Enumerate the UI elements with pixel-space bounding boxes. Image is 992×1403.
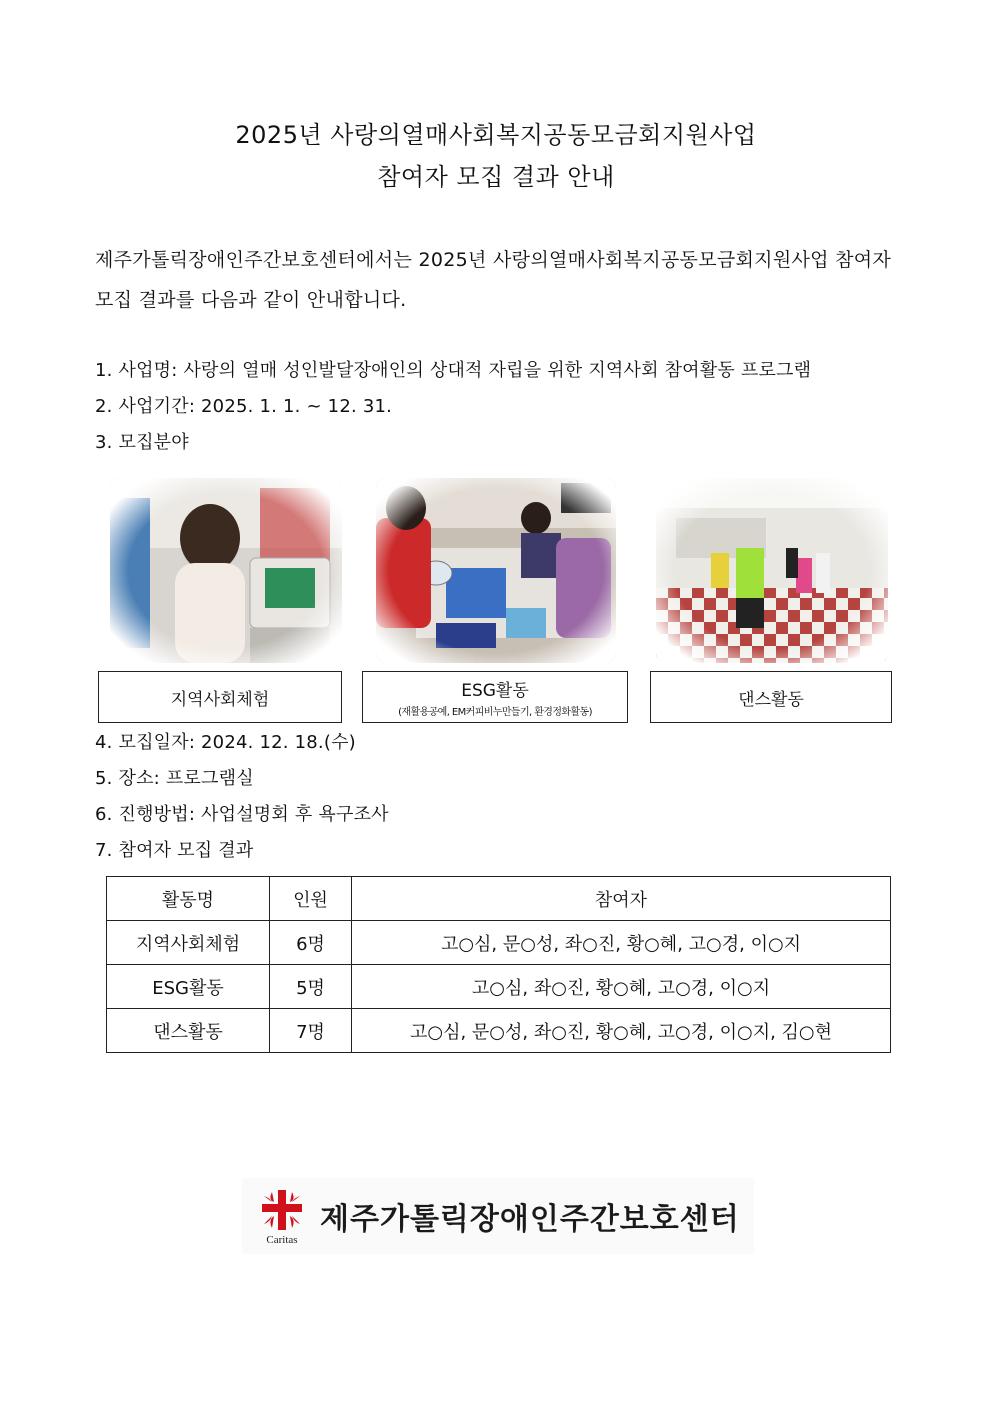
item-program-name: 1. 사업명: 사랑의 열매 성인발달장애인의 상대적 자립을 위한 지역사회 참여활동 프로그램	[95, 360, 812, 381]
item-program-period: 2. 사업기간: 2025. 1. 1. ~ 12. 31.	[95, 396, 393, 417]
table-row	[107, 921, 891, 965]
photo-community-experience	[110, 478, 342, 663]
caption-esg-label: ESG활동	[461, 681, 529, 701]
caption-dance-activity	[650, 671, 892, 723]
table-cell-count: 6명	[270, 921, 352, 965]
table-cell-activity: 댄스활동	[107, 1009, 270, 1053]
caritas-logo	[252, 1186, 312, 1246]
title-line1: 2025년 사랑의열매사회복지공동모금회지원사업	[235, 121, 757, 149]
table-header-cell: 활동명	[107, 877, 270, 921]
item-method: 6. 진행방법: 사업설명회 후 욕구조사	[95, 804, 389, 825]
caption-community-experience	[98, 671, 342, 723]
table-header-row	[107, 877, 891, 921]
table-cell-participants: 고○심, 문○성, 좌○진, 황○혜, 고○경, 이○지, 김○현	[352, 1009, 891, 1053]
item-location: 5. 장소: 프로그램실	[95, 768, 254, 789]
item-result: 7. 참여자 모집 결과	[95, 840, 254, 861]
title-line2: 참여자 모집 결과 안내	[377, 163, 615, 191]
table-cell-participants: 고○심, 좌○진, 황○혜, 고○경, 이○지	[352, 965, 891, 1009]
table-header-cell: 참여자	[352, 877, 891, 921]
item-recruit-field: 3. 모집분야	[95, 432, 189, 453]
caritas-wordmark: Caritas	[266, 1234, 298, 1246]
table-cell-count: 5명	[270, 965, 352, 1009]
caption-community-experience-label: 지역사회체험	[170, 689, 270, 710]
caption-esg-activity	[362, 671, 628, 723]
table-header-cell: 인원	[270, 877, 352, 921]
photo-dance-activity	[656, 478, 888, 663]
caption-dance-label: 댄스활동	[738, 689, 804, 710]
center-logo	[242, 1178, 754, 1254]
table-cell-activity: 지역사회체험	[107, 921, 270, 965]
caption-esg-sublabel: (재활용공예, EM커피비누만들기, 환경정화활동)	[398, 707, 592, 718]
table-cell-activity: ESG활동	[107, 965, 270, 1009]
intro-paragraph: 제주가톨릭장애인주간보호센터에서는 2025년 사랑의열매사회복지공동모금회지원사업 참여자 모집 결과를 다음과 같이 안내합니다.	[95, 249, 892, 311]
table-cell-count: 7명	[270, 1009, 352, 1053]
table-row	[107, 965, 891, 1009]
results-table	[106, 876, 891, 1053]
photo-esg-activity	[376, 478, 616, 663]
table-cell-participants: 고○심, 문○성, 좌○진, 황○혜, 고○경, 이○지	[352, 921, 891, 965]
table-row	[107, 1009, 891, 1053]
caritas-flame-cross-icon	[258, 1186, 306, 1234]
center-name-wordmark: 제주가톨릭장애인주간보호센터	[320, 1202, 740, 1237]
item-recruit-date: 4. 모집일자: 2024. 12. 18.(수)	[95, 732, 356, 753]
